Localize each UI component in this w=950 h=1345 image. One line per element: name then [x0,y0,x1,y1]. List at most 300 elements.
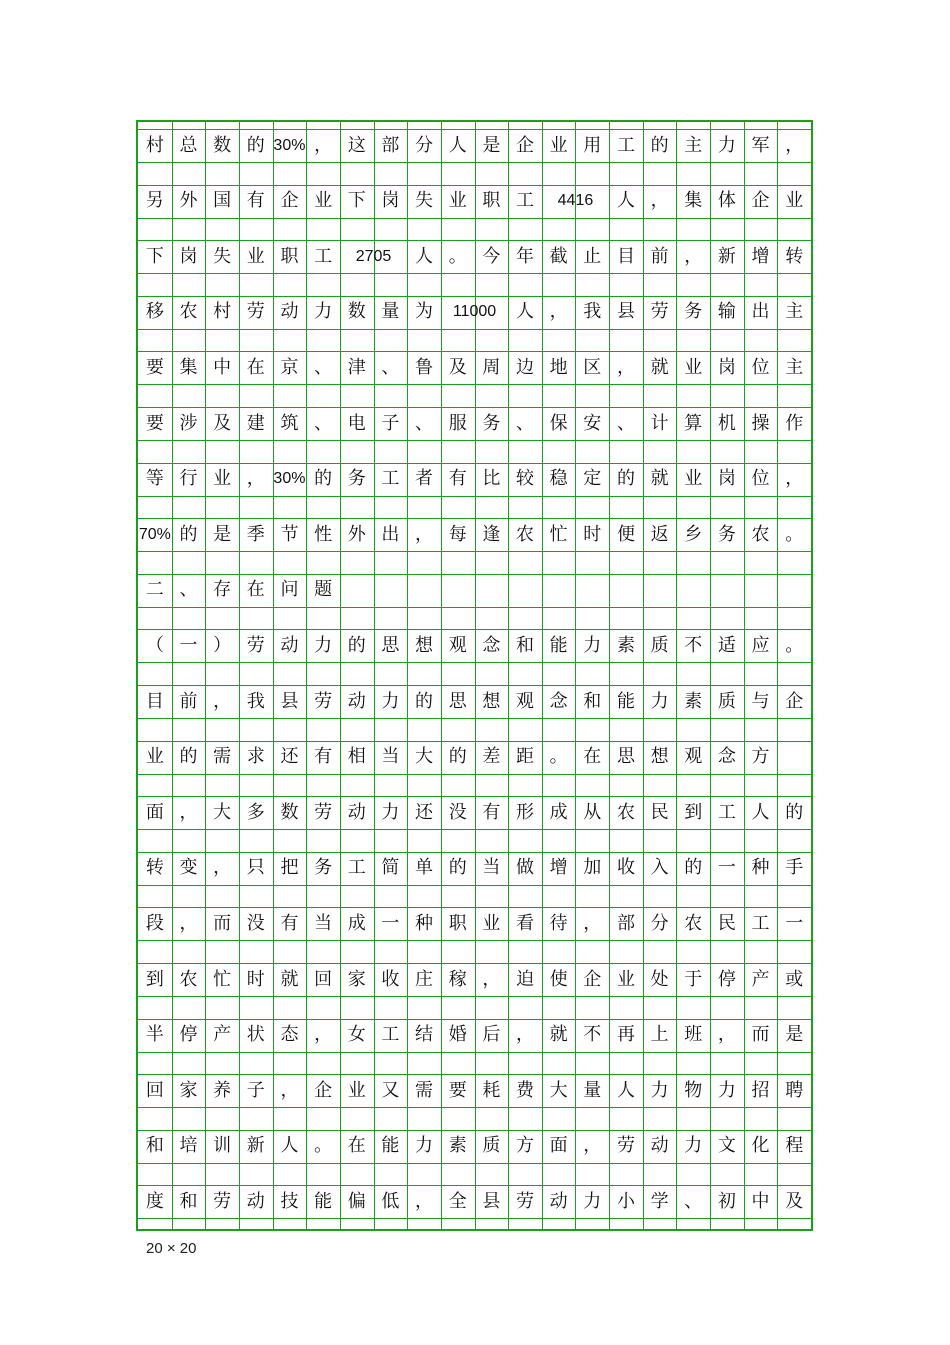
grid-cell: 及 [448,356,467,378]
grid-cell: 产 [213,1024,232,1046]
grid-cell: 业 [684,356,703,378]
grid-cell: 没 [246,912,265,934]
grid-cell: 京 [280,356,299,378]
grid-cell: 后 [482,1024,501,1046]
grid-cell: 2705 [355,247,392,265]
grid-row-line [138,885,811,886]
grid-cell: 务 [314,857,333,879]
grid-cell: 4416 [557,192,594,210]
grid-cell: 便 [616,523,635,545]
grid-cell: 方 [751,746,770,768]
grid-cell: 、 [515,412,534,434]
grid-cell: 岗 [717,468,736,490]
grid-cell: 岗 [179,245,198,267]
grid-cell: 力 [650,1079,669,1101]
grid-cell: 逢 [482,523,501,545]
grid-row [138,351,811,384]
grid-cell: ， [684,245,703,267]
grid-cell: 度 [145,1190,164,1212]
grid-cell: 念 [549,690,568,712]
grid-cell: ， [314,1024,333,1046]
grid-cell: 业 [482,912,501,934]
grid-cell: 观 [448,634,467,656]
grid-cell: 劳 [515,1190,534,1212]
grid-cell: 前 [650,245,669,267]
grid-cell: 、 [314,356,333,378]
grid-cell: 县 [482,1190,501,1212]
grid-cell: 体 [717,190,736,212]
grid-cell: 季 [246,523,265,545]
grid-cell: 把 [280,857,299,879]
grid-row-line [138,440,811,441]
grid-cell: 家 [179,1079,198,1101]
grid-cell: 职 [482,190,501,212]
grid-cell: 当 [314,912,333,934]
grid-cell: 岗 [717,356,736,378]
grid-cell: 位 [751,356,770,378]
grid-cell: 安 [583,412,602,434]
grid-cell: 业 [314,190,333,212]
grid-cell: 性 [314,523,333,545]
grid-cell: 务 [717,523,736,545]
grid-cell: 训 [213,1135,232,1157]
grid-cell: 有 [448,468,467,490]
grid-cell: ， [415,1190,434,1212]
grid-cell: 操 [751,412,770,434]
grid-row-line [138,273,811,274]
grid-cell: 业 [246,245,265,267]
grid-cell: 劳 [314,801,333,823]
grid-cell: 能 [616,690,635,712]
grid-cell [575,574,609,607]
grid-cell: 和 [145,1135,164,1157]
grid-cell: 回 [314,968,333,990]
grid-row-line [138,829,811,830]
grid-cell: 当 [482,857,501,879]
grid-cell: 的 [179,746,198,768]
grid-row [138,1019,811,1052]
grid-cell: ， [616,356,635,378]
grid-cell: 职 [280,245,299,267]
grid-cell: 动 [347,801,366,823]
grid-cell: 素 [448,1135,467,1157]
grid-cell: 及 [785,1190,804,1212]
grid-cell: 移 [145,301,164,323]
grid-cell: 30% [273,470,306,488]
grid-cell: 时 [246,968,265,990]
grid-cell: ， [213,690,232,712]
grid-cell: ， [549,301,568,323]
grid-cell: 企 [751,190,770,212]
grid-cell: 工 [515,190,534,212]
grid-cell: 者 [415,468,434,490]
grid-cell: （ [145,634,164,656]
grid-cell: 农 [515,523,534,545]
grid-cell: 处 [650,968,669,990]
grid-cell: 工 [347,857,366,879]
grid-cell: 的 [684,857,703,879]
grid-cell: 只 [246,857,265,879]
grid-column-line [475,122,476,1229]
grid-row [138,796,811,829]
grid-cell: ， [515,1024,534,1046]
grid-cell [407,574,441,607]
grid-row [138,185,811,218]
grid-cell: 数 [347,301,366,323]
grid-cell: 要 [145,356,164,378]
grid-cell: 劳 [616,1135,635,1157]
grid-cell: 还 [280,746,299,768]
grid-row-line [138,551,811,552]
grid-cell: 力 [314,634,333,656]
grid-cell: 半 [145,1024,164,1046]
grid-cell: 而 [213,912,232,934]
grid-cell: 中 [213,356,232,378]
grid-cell: 上 [650,1024,669,1046]
grid-cell: 失 [213,245,232,267]
grid-cell: 思 [616,746,635,768]
grid-cell: 保 [549,412,568,434]
grid-cell: 年 [515,245,534,267]
grid-cell: 量 [583,1079,602,1101]
grid-cell [374,240,408,273]
grid-cell: 务 [482,412,501,434]
grid-cell: 观 [684,746,703,768]
grid-cell: 民 [650,801,669,823]
grid-cell [676,574,710,607]
grid-cell: 、 [381,356,400,378]
grid-cell: 家 [347,968,366,990]
grid-cell: ， [583,1135,602,1157]
grid-cell: 方 [515,1135,534,1157]
grid-column-line [172,122,173,1229]
grid-cell: 要 [145,412,164,434]
grid-cell: 多 [246,801,265,823]
grid-row-line [138,996,811,997]
grid-cell: 较 [515,468,534,490]
grid-row [138,518,811,551]
grid-cell: 企 [280,190,299,212]
grid-cell: 的 [650,134,669,156]
grid-cell: ） [213,634,232,656]
grid-cell: 子 [381,412,400,434]
grid-cell: 的 [179,523,198,545]
grid-cell: 力 [717,134,736,156]
grid-cell: 差 [482,746,501,768]
grid-column-line [676,122,677,1229]
grid-cell: 与 [751,690,770,712]
grid-cell: 动 [280,301,299,323]
grid-cell: 手 [785,857,804,879]
grid-cell: 结 [415,1024,434,1046]
grid-cell: 工 [381,468,400,490]
grid-cell: 外 [347,523,366,545]
grid-cell [475,574,509,607]
grid-cell: 我 [246,690,265,712]
grid-cell: 集 [684,190,703,212]
grid-cell: 工 [717,801,736,823]
grid-cell: 、 [616,412,635,434]
grid-cell: 民 [717,912,736,934]
grid-cell: 人 [751,801,770,823]
grid-cell: 子 [246,1079,265,1101]
grid-cell: 物 [684,1079,703,1101]
grid-cell: 学 [650,1190,669,1212]
grid-column-line [542,122,543,1229]
grid-column-line [575,122,576,1229]
manuscript-grid [136,120,813,1231]
grid-cell: 还 [415,801,434,823]
grid-cell: 的 [448,857,467,879]
grid-cell: 又 [381,1079,400,1101]
grid-column-line [407,122,408,1229]
grid-column-line [374,122,375,1229]
grid-cell [508,574,542,607]
grid-cell: 适 [717,634,736,656]
grid-cell: 距 [515,746,534,768]
grid-row [138,963,811,996]
grid-column-line [643,122,644,1229]
grid-cell: 看 [515,912,534,934]
grid-cell: 女 [347,1024,366,1046]
grid-cell: 业 [684,468,703,490]
grid-row [138,129,811,162]
grid-cell: 种 [751,857,770,879]
grid-cell: 一 [785,912,804,934]
grid-cell: 节 [280,523,299,545]
grid-cell: 主 [684,134,703,156]
grid-cell: 转 [145,857,164,879]
grid-cell: ， [785,134,804,156]
grid-cell: 边 [515,356,534,378]
grid-cell: 地 [549,356,568,378]
grid-cell: 增 [549,857,568,879]
grid-cell: 返 [650,523,669,545]
grid-cell: ， [213,857,232,879]
grid-column-line [744,122,745,1229]
grid-cell: 不 [583,1024,602,1046]
grid-cell: 分 [415,134,434,156]
grid-cell: 的 [347,634,366,656]
grid-cell: 质 [482,1135,501,1157]
grid-cell: 耗 [482,1079,501,1101]
grid-row-line [138,384,811,385]
grid-cell: 要 [448,1079,467,1101]
grid-cell: 成 [549,801,568,823]
grid-cell: 一 [179,634,198,656]
grid-row-line [138,1163,811,1164]
grid-cell: 作 [785,412,804,434]
grid-cell: 新 [246,1135,265,1157]
grid-cell: 一 [717,857,736,879]
grid-cell: 有 [246,190,265,212]
grid-column-line [710,122,711,1229]
grid-cell: 稳 [549,468,568,490]
grid-cell: 每 [448,523,467,545]
grid-cell: 农 [179,968,198,990]
grid-cell: 的 [415,690,434,712]
grid-cell: 做 [515,857,534,879]
grid-cell: 形 [515,801,534,823]
grid-cell: 招 [751,1079,770,1101]
grid-row [138,852,811,885]
grid-cell: 企 [583,968,602,990]
grid-column-line [205,122,206,1229]
grid-cell: 劳 [246,634,265,656]
grid-cell: 出 [751,301,770,323]
grid-cell: 下 [347,190,366,212]
grid-cell: 培 [179,1135,198,1157]
grid-row-line [138,1218,811,1219]
grid-cell: 质 [650,634,669,656]
grid-cell: 。 [448,245,467,267]
grid-cell: 于 [684,968,703,990]
grid-cell: 30% [273,136,306,154]
grid-cell: 存 [213,579,232,601]
grid-cell: 和 [515,634,534,656]
grid-cell: 。 [785,634,804,656]
grid-cell: 这 [347,134,366,156]
grid-cell: 力 [381,801,400,823]
grid-cell: 力 [684,1135,703,1157]
grid-cell: 主 [785,301,804,323]
grid-cell: 津 [347,356,366,378]
grid-cell: 为 [415,301,434,323]
grid-cell: 国 [213,190,232,212]
grid-cell: ， [179,801,198,823]
grid-cell: 另 [145,190,164,212]
grid-cell: 机 [717,412,736,434]
grid-cell: 偏 [347,1190,366,1212]
grid-cell: 军 [751,134,770,156]
grid-cell: 、 [314,412,333,434]
grid-cell: ， [583,912,602,934]
grid-cell: 今 [482,245,501,267]
grid-cell: 就 [549,1024,568,1046]
grid-size-label: 20 × 20 [146,1240,197,1257]
grid-cell: 聘 [785,1079,804,1101]
grid-cell: 业 [616,968,635,990]
grid-cell: 就 [650,356,669,378]
grid-row [138,240,811,273]
grid-row [138,1130,811,1163]
grid-cell: 婚 [448,1024,467,1046]
grid-cell: 数 [213,134,232,156]
grid-cell: 出 [381,523,400,545]
grid-cell [441,574,475,607]
grid-cell: 庄 [415,968,434,990]
grid-cell: 企 [515,134,534,156]
grid-cell: 定 [583,468,602,490]
grid-cell: 力 [415,1135,434,1157]
grid-cell: 简 [381,857,400,879]
grid-cell [744,574,778,607]
grid-row [138,574,811,607]
grid-cell: 岗 [381,190,400,212]
grid-cell: 待 [549,912,568,934]
grid-cell: 小 [616,1190,635,1212]
grid-cell: 时 [583,523,602,545]
grid-cell: 求 [246,746,265,768]
grid-cell [575,185,609,218]
grid-cell: 忙 [213,968,232,990]
grid-cell: 前 [179,690,198,712]
grid-cell: 能 [314,1190,333,1212]
grid-cell: 转 [785,245,804,267]
grid-cell: 想 [482,690,501,712]
grid-cell: 到 [145,968,164,990]
grid-cell: 部 [616,912,635,934]
grid-cell: 有 [482,801,501,823]
grid-row-line [138,940,811,941]
grid-row [138,685,811,718]
grid-cell: 初 [717,1190,736,1212]
grid-cell: 收 [381,968,400,990]
grid-row [138,1074,811,1107]
grid-cell: 问 [280,579,299,601]
grid-cell: 大 [213,801,232,823]
grid-cell: 11000 [452,303,497,321]
grid-cell: 筑 [280,412,299,434]
grid-cell: 应 [751,634,770,656]
grid-cell: 素 [684,690,703,712]
grid-column-line [609,122,610,1229]
grid-cell: 费 [515,1079,534,1101]
grid-cell: 人 [448,134,467,156]
grid-cell: 段 [145,912,164,934]
grid-cell: 县 [616,301,635,323]
grid-cell: 思 [381,634,400,656]
grid-cell: 程 [785,1135,804,1157]
grid-cell: 稼 [448,968,467,990]
grid-cell: 算 [684,412,703,434]
grid-cell: 产 [751,968,770,990]
grid-cell: 鲁 [415,356,434,378]
grid-cell: 成 [347,912,366,934]
grid-row-line [138,1107,811,1108]
grid-column-line [273,122,274,1229]
grid-row [138,907,811,940]
grid-cell: 及 [213,412,232,434]
grid-cell: 截 [549,245,568,267]
grid-cell: 县 [280,690,299,712]
grid-cell: 人 [616,190,635,212]
grid-cell: 分 [650,912,669,934]
grid-cell: 的 [314,468,333,490]
grid-cell: 题 [314,579,333,601]
grid-cell [542,574,576,607]
grid-cell: 失 [415,190,434,212]
grid-row-line [138,718,811,719]
grid-cell: 中 [751,1190,770,1212]
grid-cell: 回 [145,1079,164,1101]
grid-cell: 。 [549,746,568,768]
grid-cell: 70% [138,525,171,543]
grid-cell: 业 [347,1079,366,1101]
grid-cell: 计 [650,412,669,434]
grid-cell: 班 [684,1024,703,1046]
grid-cell: 而 [751,1024,770,1046]
grid-cell: 相 [347,746,366,768]
grid-cell: 。 [314,1135,333,1157]
grid-cell: 没 [448,801,467,823]
grid-column-line [441,122,442,1229]
grid-cell: 和 [583,690,602,712]
grid-row-line [138,607,811,608]
grid-row-line [138,218,811,219]
grid-cell: 有 [280,912,299,934]
grid-column-line [239,122,240,1229]
